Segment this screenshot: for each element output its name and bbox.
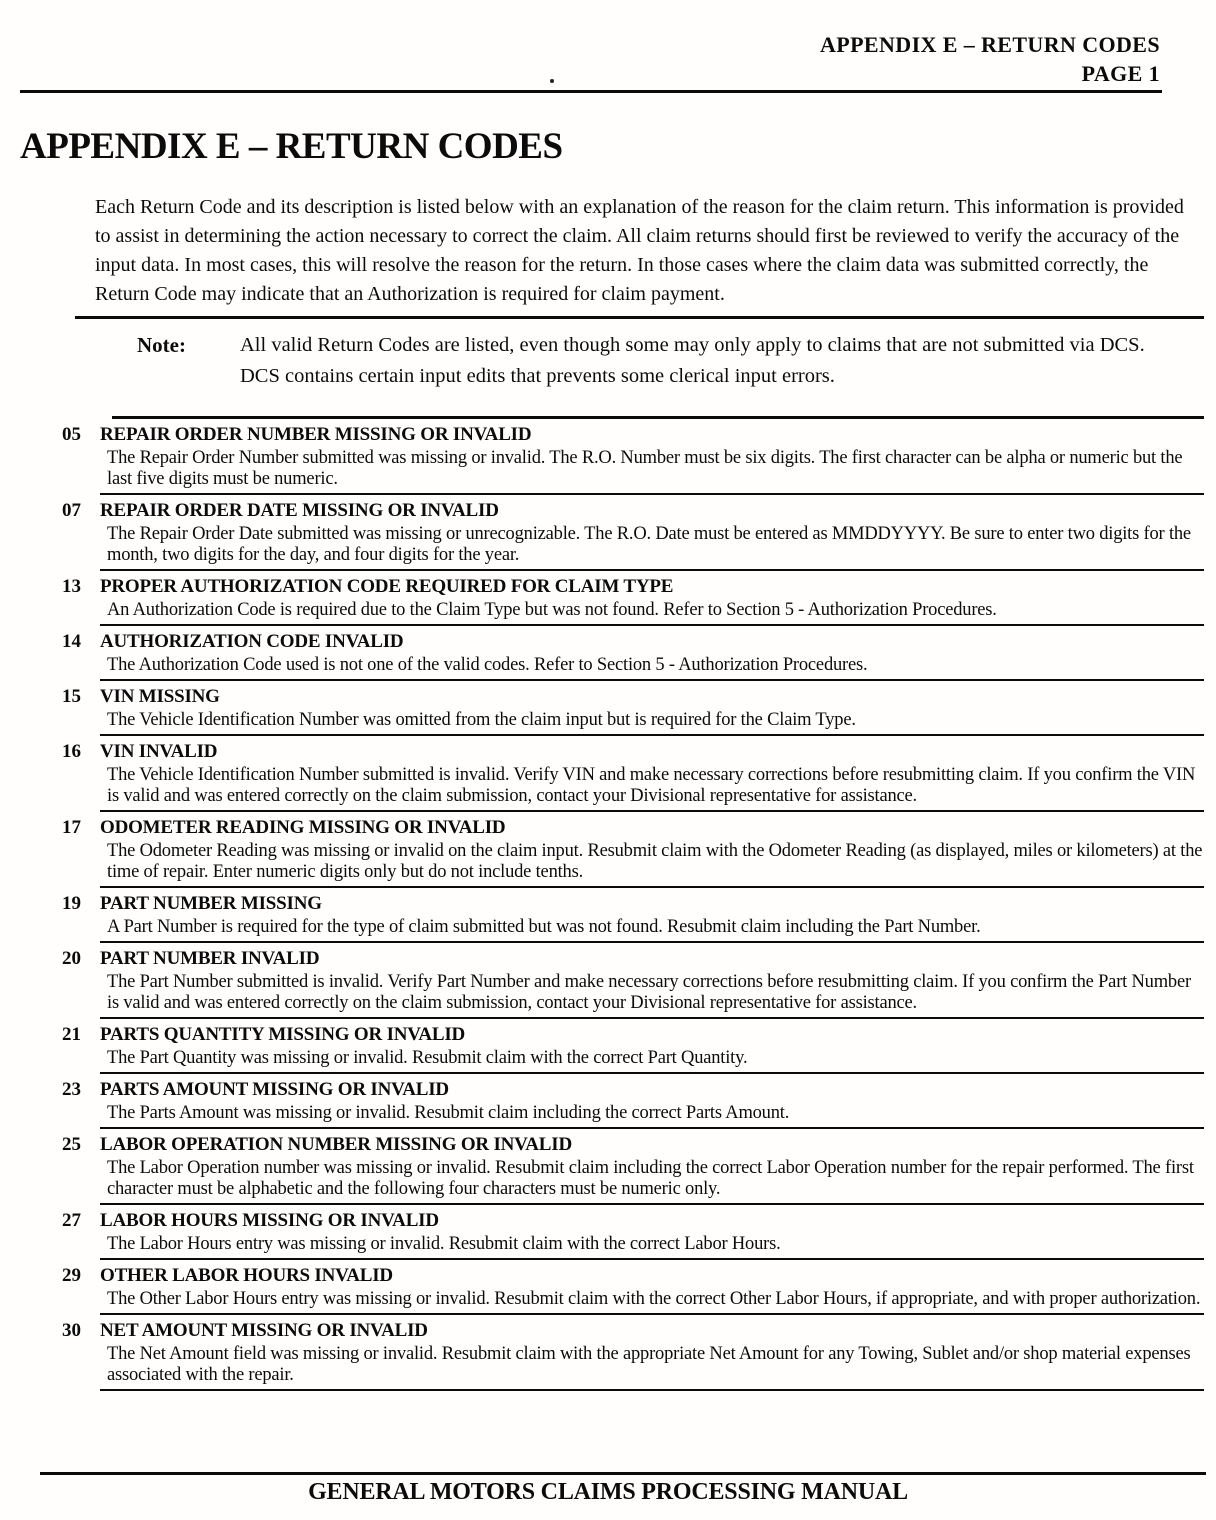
return-code-title: PART NUMBER INVALID [100,948,320,969]
return-code-title: PARTS AMOUNT MISSING OR INVALID [100,1079,449,1100]
return-code-row [62,681,1204,736]
return-code-row [62,1019,1204,1074]
page-title: APPENDIX E – RETURN CODES [20,126,563,167]
return-code-row [62,419,1204,495]
intro-divider [75,316,1204,319]
return-code-row [62,495,1204,571]
return-code-title: PART NUMBER MISSING [100,893,322,914]
return-code-description: An Authorization Code is required due to the Claim Type but was not found. Refer to Section 5 - Authorization Procedures. [107,600,997,620]
return-code-number: 16 [62,741,81,762]
return-code-row [62,1074,1204,1129]
return-code-description: A Part Number is required for the type of claim submitted but was not found. Resubmit claim including the Part Number. [107,917,981,937]
return-code-body [100,1315,1204,1391]
return-code-body [100,419,1204,495]
return-code-number: 13 [62,576,81,597]
return-code-title: VIN INVALID [100,741,218,762]
return-code-description: The Part Quantity was missing or invalid. Resubmit claim with the correct Part Quantity. [107,1048,748,1068]
return-code-description: The Other Labor Hours entry was missing or invalid. Resubmit claim with the correct Other Labor Hours, if appropriate, and with proper authorization. [107,1289,1201,1309]
return-code-row [62,943,1204,1019]
intro-paragraph: Each Return Code and its description is listed below with an explanation of the reason for the claim return. This information is provided to assist in determining the action necessary to correct the claim. All claim returns should first be reviewed to verify the accuracy of the input data. In most cases, this will resolve the reason for the return. In those cases where the claim data was submitted correctly, the Return Code may indicate that an Authorization is required for claim payment. [95,196,1184,305]
return-code-title: VIN MISSING [100,686,220,707]
note-label: Note: [137,333,186,357]
return-code-description: The Labor Hours entry was missing or invalid. Resubmit claim with the correct Labor Hours. [107,1234,781,1254]
return-code-number: 15 [62,686,81,707]
return-code-row [62,571,1204,626]
return-code-description: The Parts Amount was missing or invalid. Resubmit claim including the correct Parts Amount. [107,1103,790,1123]
footer-divider [40,1472,1206,1475]
return-code-title: OTHER LABOR HOURS INVALID [100,1265,393,1286]
return-code-number: 30 [62,1320,81,1341]
return-codes-list [62,419,1204,1391]
return-code-number: 14 [62,631,81,652]
return-code-title: REPAIR ORDER DATE MISSING OR INVALID [100,500,499,521]
return-code-description: The Authorization Code used is not one of the valid codes. Refer to Section 5 - Authorization Procedures. [107,655,868,675]
note-block [137,330,1180,392]
return-code-title: REPAIR ORDER NUMBER MISSING OR INVALID [100,424,532,445]
return-code-number: 19 [62,893,81,914]
page-footer [0,1472,1216,1506]
running-header [0,0,1160,88]
return-code-body [100,736,1204,812]
return-code-title: PROPER AUTHORIZATION CODE REQUIRED FOR CLAIM TYPE [100,576,674,597]
return-code-body [100,1260,1204,1315]
return-code-title: LABOR OPERATION NUMBER MISSING OR INVALID [100,1134,572,1155]
return-code-description: The Repair Order Date submitted was missing or unrecognizable. The R.O. Date must be entered as MMDDYYYY. Be sure to enter two digits for the month, two digits for the day, and four digits for the year. [107,524,1191,565]
return-code-number: 20 [62,948,81,969]
return-code-body [100,1129,1204,1205]
return-code-description: The Vehicle Identification Number submitted is invalid. Verify VIN and make necessary corrections before resubmitting claim. If you confirm the VIN is valid and was entered correctly on the claim submission, contact your Divisional representative for assistance. [107,765,1196,806]
return-code-number: 25 [62,1134,81,1155]
return-code-body [100,571,1204,626]
scan-artifact-dot [550,79,554,83]
return-code-body [100,495,1204,571]
return-code-body [100,812,1204,888]
return-code-number: 07 [62,500,81,521]
return-code-row [62,1315,1204,1391]
return-code-body [100,888,1204,943]
return-code-row [62,812,1204,888]
return-code-title: AUTHORIZATION CODE INVALID [100,631,404,652]
return-code-body [100,1205,1204,1260]
return-code-title: ODOMETER READING MISSING OR INVALID [100,817,506,838]
footer-title: GENERAL MOTORS CLAIMS PROCESSING MANUAL [308,1479,908,1505]
return-code-description: The Vehicle Identification Number was omitted from the claim input but is required for the Claim Type. [107,710,856,730]
return-code-title: NET AMOUNT MISSING OR INVALID [100,1320,428,1341]
return-code-number: 21 [62,1024,81,1045]
return-code-row [62,1260,1204,1315]
return-code-description: The Repair Order Number submitted was missing or invalid. The R.O. Number must be six digits. The first character can be alpha or numeric but the last five digits must be numeric. [107,448,1183,489]
return-code-row [62,1129,1204,1205]
return-code-number: 23 [62,1079,81,1100]
return-code-row [62,888,1204,943]
return-code-body [100,943,1204,1019]
return-code-body [100,1074,1204,1129]
header-divider [20,90,1162,93]
return-code-description: The Net Amount field was missing or invalid. Resubmit claim with the appropriate Net Amount for any Towing, Sublet and/or shop material expenses associated with the repair. [107,1344,1191,1385]
note-text: All valid Return Codes are listed, even though some may only apply to claims that are not submitted via DCS. DCS contains certain input edits that prevents some clerical input errors. [240,334,1145,387]
return-code-body [100,1019,1204,1074]
return-code-description: The Labor Operation number was missing or invalid. Resubmit claim including the correct Labor Operation number for the repair performed. The first character must be alphabetic and the following four characters must be numeric only. [107,1158,1194,1199]
return-code-number: 17 [62,817,81,838]
return-code-number: 27 [62,1210,81,1231]
return-code-row [62,626,1204,681]
return-code-title: PARTS QUANTITY MISSING OR INVALID [100,1024,466,1045]
return-code-row [62,1205,1204,1260]
return-code-number: 05 [62,424,81,445]
return-code-description: The Part Number submitted is invalid. Verify Part Number and make necessary corrections before resubmitting claim. If you confirm the Part Number is valid and was entered correctly on the claim submission, contact your Divisional representative for assistance. [107,972,1191,1013]
return-code-body [100,681,1204,736]
running-header-title: APPENDIX E – RETURN CODES [819,32,1160,57]
return-code-body [100,626,1204,681]
return-code-description: The Odometer Reading was missing or invalid on the claim input. Resubmit claim with the Odometer Reading (as displayed, miles or kilometers) at the time of repair. Enter numeric digits only but do not include tenths. [107,841,1203,882]
return-code-row [62,736,1204,812]
return-code-number: 29 [62,1265,81,1286]
running-header-page-number: PAGE 1 [1081,61,1160,86]
return-code-title: LABOR HOURS MISSING OR INVALID [100,1210,439,1231]
